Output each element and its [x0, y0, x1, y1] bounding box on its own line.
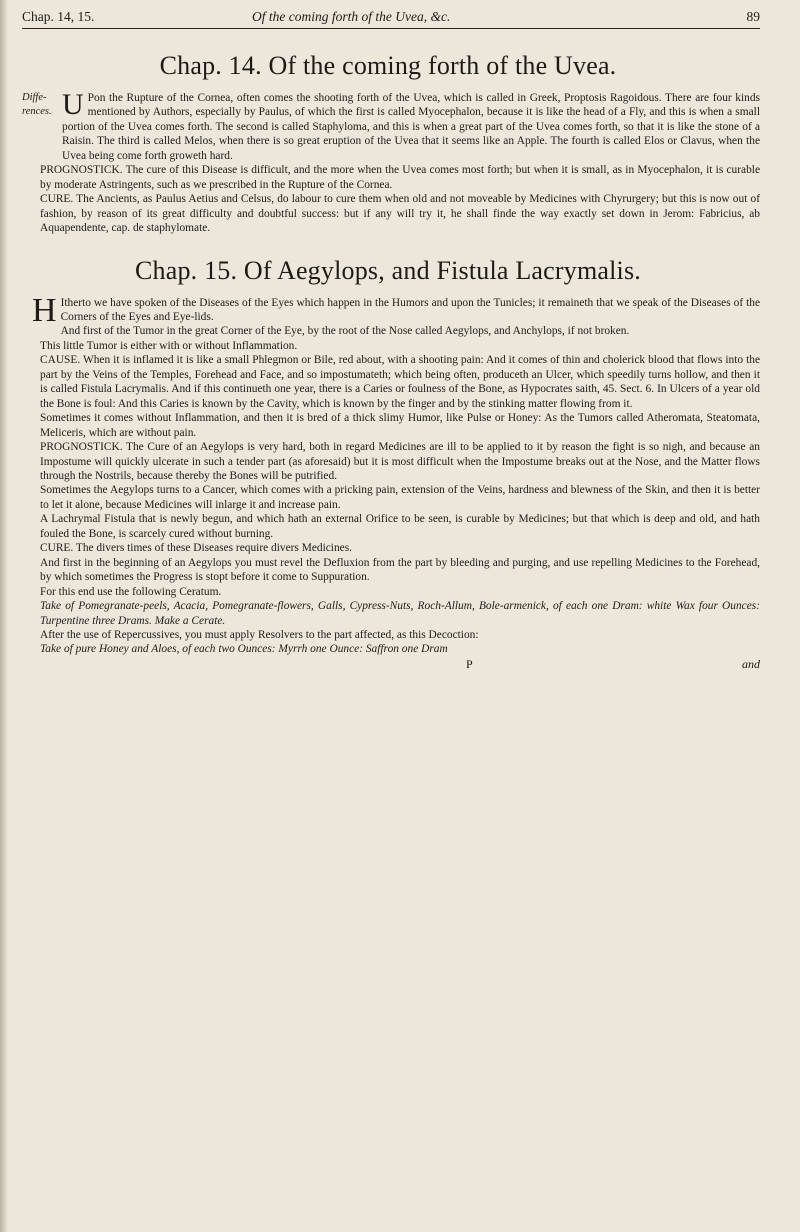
chapter-15-paragraph: Sometimes it comes without Inflammation, and then it is bred of a thick slimy Humor, like Pulse or Honey: As the Tumors called Atheromata, Steatomata, Meliceris, which are without pain. [40, 412, 760, 439]
chapter-15-paragraph: A Lachrymal Fistula that is newly begun, and which hath an external Orifice to be seen, is curable by Medicines; but that which is deep and old, and hath fouled the Bone, is scarcely cured without burning. [40, 513, 760, 540]
chapter-15-paragraph: Sometimes the Aegylops turns to a Cancer, which comes with a pricking pain, extension of the Veins, hardness and blewness of the Skin, and then it is better to let it alone, because Medicines will inlarge it and increase pain. [40, 484, 760, 511]
chapter-15-cure: CURE. The divers times of these Diseases require divers Medicines. [40, 542, 353, 555]
chapter-15-prognostick: PROGNOSTICK. The Cure of an Aegylops is very hard, both in regard Medicines are ill to be applied to it by reason the fight is so nigh, and because an Impostume will quickly ulcerate in such a tender part (as aforesaid) but it is most difficult when the Impostume breaks out at the Nose, and the Matter flows through the Nostrils, because thereby the Bones will be putrified. [40, 441, 760, 482]
header-running-title: Of the coming forth of the Uvea, &c. [252, 9, 451, 24]
recipe-ceratum: Take of Pomegranate-peels, Acacia, Pomegranate-flowers, Galls, Cypress-Nuts, Roch-Allum, Bole-armenick, of each one Dram: white Wax four Ounces: Turpentine three Drams. Make a Cerate. [40, 600, 760, 627]
chapter-15-paragraph: After the use of Repercussives, you must apply Resolvers to the part affected, as this Decoction: [40, 628, 479, 641]
chapter-14-paragraph-1 [62, 88, 760, 163]
page-number: 89 [746, 9, 760, 24]
chapter-14-p1-text: Pon the Rupture of the Cornea, often comes the shooting forth of the Uvea, which is called in Greek, Proptosis Ragoidous. There are four kinds mentioned by Authors, especially by Paulus, of which the first is called Myocephalon, because it is like the head of a Fly, and this is when a small portion of the Uvea comes forth. The second is called Staphyloma, and this is when a great part of the Uvea comes forth, so that it is like the stone of a Raisin. The third is called Melos, when there is so great eruption of the Uvea that it seems like an Apple. The fourth is called Elos or Clavus, when the Uvea being come forth groweth hard. [62, 92, 760, 162]
header-chapter-ref: Chap. 14, 15. [22, 9, 95, 24]
margin-note-differences: Diffe-rences. [22, 92, 52, 117]
chapter-14-prognostick: PROGNOSTICK. The cure of this Disease is difficult, and the more when the Uvea comes most forth; but when it is small, as in Myocephalon, it is curable by moderate Astringents, such as we prescribed in the Rupture of the Cornea. [40, 164, 760, 191]
chapter-14-title: Chap. 14. Of the coming forth of the Uvea. [159, 51, 617, 80]
chapter-14-cure: CURE. The Ancients, as Paulus Aetius and Celsus, do labour to cure them when old and not moveable by Medicines with Chyrurgery; but this is now out of fashion, by reason of its great difficulty and doubtful success: but if any will try it, he shall finde the way exactly set down in Jerom: Fabricius, ab Aquapendente, cap. de staphylomate. [40, 193, 760, 235]
drop-cap-u: U [62, 88, 84, 121]
chapter-15-paragraph: And first of the Tumor in the great Corner of the Eye, by the root of the Nose called Aegylops, and Anchylops, if not broken. [60, 325, 630, 338]
chapter-15-paragraph: This little Tumor is either with or without Inflammation. [40, 339, 298, 352]
running-header [22, 6, 760, 28]
chapter-15-paragraph: For this end use the following Ceratum. [40, 585, 222, 598]
chapter-15-body [16, 291, 760, 657]
catchword: and [742, 656, 760, 671]
chapter-15-paragraph-1 [32, 291, 760, 329]
gutter-shadow [0, 0, 8, 1232]
signature-mark: P [466, 656, 473, 671]
chapter-15-p1-text: Itherto we have spoken of the Diseases of the Eyes which happen in the Humors and upon the Tunicles; it remaineth that we speak of the Diseases of the Corners of the Eyes and Eye-lids. [60, 296, 760, 323]
chapter-15-cause: CAUSE. When it is inflamed it is like a small Phlegmon or Bile, red about, with a shooting pain: And it comes of thin and cholerick blood that flows into the part by the Veins of the Temples, Forehead and Face, and so impostumateth; which being often, produceth an Ulcer, which speedily turns hollow, and then it is called Fistula Lacrymalis. And if this continueth one year, there is a Caries or foulness of the Bone, as Hypocrates saith, 45. Sect. 6. In Ulcers of a year old the Bone is foul: And this Caries is known by the Cavity, which is known by the finger and by the stinking matter flowing from it. [40, 354, 760, 410]
chapter-15-title: Chap. 15. Of Aegylops, and Fistula Lacrymalis. [134, 255, 642, 285]
chapter-15-paragraph: And first in the beginning of an Aegylops you must revel the Defluxion from the part by bleeding and purging, and use repelling Medicines to the Forehead, by which sometimes the Progress is stopt before it come to Suppuration. [40, 556, 760, 584]
recipe-decoction: Take of pure Honey and Aloes, of each two Ounces: Myrrh one Ounce: Saffron one Dram [40, 643, 448, 656]
chapter-14-body [16, 88, 760, 236]
header-rule [22, 28, 760, 29]
page-footer [16, 657, 760, 673]
drop-cap-h: H [32, 291, 57, 329]
